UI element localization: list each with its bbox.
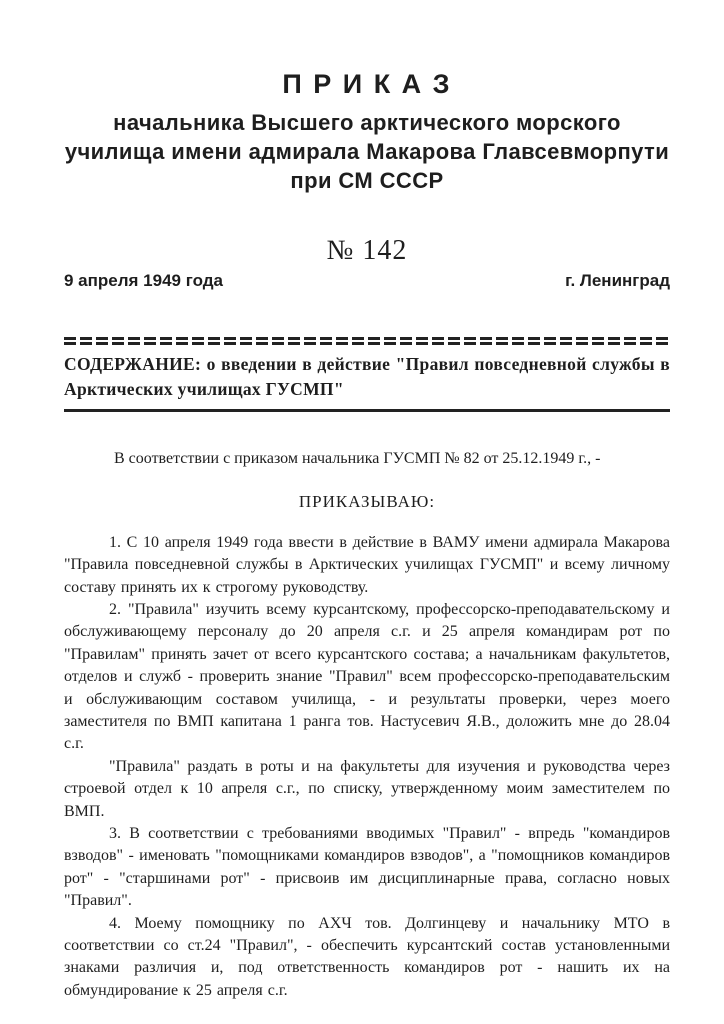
order-title: П Р И К А З	[282, 69, 452, 99]
order-subtitle: начальника Высшего арктического морского училища имени адмирала Макарова Главсевморпути при СМ СССР	[64, 109, 670, 193]
order-date: 9 апреля 1949 года	[64, 270, 223, 290]
order-paragraph: 2. "Правила" изучить всему курсантскому, профессорско-преподавательскому и обслуживающему персоналу до 20 апреля с.г. и 25 апреля командирам рот по "Правилам" принять зачет от всего курсантского состава; а начальникам факультетов, отделов и служб - проверить знание "Правил" всем профессорско-преподавательским и обслуживающим составом училища, - и результаты проверки, через моего заместителя по ВМП капитана 1 ранга тов. Настусевич Я.В., доложить мне до 28.04 с.г.	[64, 600, 670, 753]
solid-divider	[64, 409, 670, 412]
order-number: № 142	[326, 234, 408, 266]
order-paragraph: 4. Моему помощнику по АХЧ тов. Долгинцеву и начальнику МТО в соответствии со ст.24 "Правил", - обеспечить курсантский состав установленными знаками различия и, под ответственность командиров рот - нашить их на обмундирование к 25 апреля с.г.	[64, 914, 670, 999]
order-paragraph: 1. С 10 апреля 1949 года ввести в действие в ВАМУ имени адмирала Макарова "Правила повседневной службы в Арктических училищах ГУСМП" и всему личному составу принять их к строгому руководству.	[64, 533, 670, 596]
order-body	[64, 532, 670, 1003]
order-paragraph: 3. В соответствии с требованиями вводимых "Правил" - впредь "командиров взводов" - именовать "помощниками командиров взводов", а "помощников командиров рот" - "старшинами рот" - присвоив им дисциплинарные права, согласно новых "Правил".	[64, 824, 670, 910]
order-subject: СОДЕРЖАНИЕ: о введении в действие "Правил повседневной службы в Арктических училищах ГУСМП"	[64, 353, 670, 399]
dashed-divider	[64, 337, 670, 345]
decree-heading: ПРИКАЗЫВАЮ:	[298, 491, 436, 511]
order-paragraph: "Правила" раздать в роты и на факультеты для изучения и руководства через строевой отдел к 10 апреля с.г., по списку, утвержденному моим заместителем по ВМП.	[64, 757, 670, 820]
order-preamble: В соответствии с приказом начальника ГУСМП № 82 от 25.12.1949 г., -	[114, 449, 601, 467]
order-place: г. Ленинград	[565, 270, 670, 290]
date-place-row	[64, 271, 670, 291]
